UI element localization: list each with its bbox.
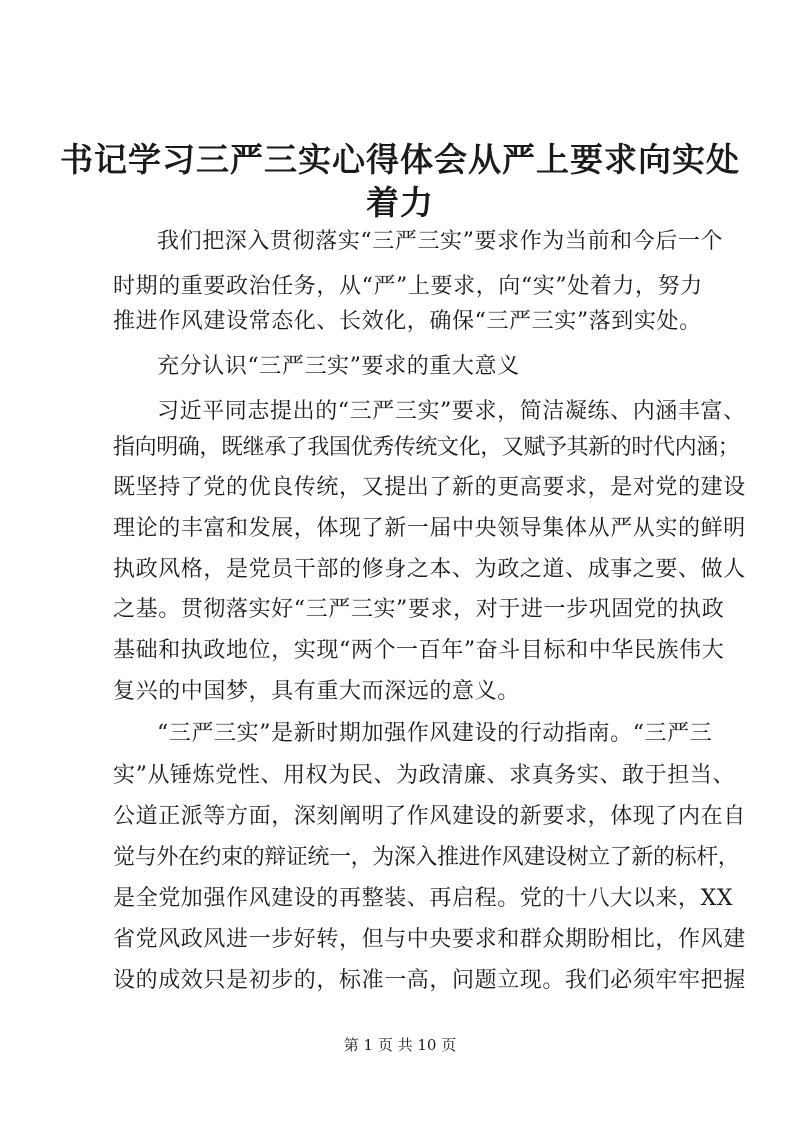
title-line: 着力 [366, 183, 434, 222]
paragraph-line: 实”从锤炼党性、用权为民、为政清廉、求真务实、敢于担当、 [113, 763, 736, 788]
paragraph-line: 基础和执政地位，实现“两个一百年”奋斗目标和中华民族伟大 [113, 638, 725, 663]
paragraph-line: 我们把深入贯彻落实“三严三实”要求作为当前和今后一个 [157, 229, 724, 254]
paragraph-line: 觉与外在约束的辩证统一，为深入推进作风建设树立了新的标杆， [113, 845, 740, 870]
section-heading: 充分认识“三严三实”要求的重大意义 [157, 354, 520, 379]
document-title [0, 138, 800, 224]
paragraph-line: 复兴的中国梦，具有重大而深远的意义。 [113, 679, 520, 704]
paragraph-line: 理论的丰富和发展，体现了新一届中央领导集体从严从实的鲜明 [113, 516, 746, 541]
paragraph-line: 指向明确，既继承了我国优秀传统文化，又赋予其新的时代内涵； [113, 435, 740, 460]
paragraph-line: 既坚持了党的优良传统，又提出了新的更高要求，是对党的建设 [113, 475, 746, 500]
paragraph-line: 设的成效只是初步的，标准一高，问题立现。我们必须牢牢把握 [113, 968, 746, 993]
paragraph-line: 习近平同志提出的“三严三实”要求，简洁凝练、内涵丰富、 [157, 399, 746, 424]
paragraph-line: 执政风格，是党员干部的修身之本、为政之道、成事之要、做人 [113, 557, 746, 582]
paragraph-line: 公道正派等方面，深刻阐明了作风建设的新要求，体现了内在自 [113, 804, 746, 829]
page-number-footer: 第 1 页 共 10 页 [343, 1036, 457, 1054]
paragraph-line: 是全党加强作风建设的再整装、再启程。党的十八大以来，XX [113, 886, 734, 911]
paragraph-line: 推进作风建设常态化、长效化，确保“三严三实”落到实处。 [113, 309, 702, 334]
paragraph-line: “三严三实”是新时期加强作风建设的行动指南。“三严三 [157, 721, 713, 746]
paragraph-line: 之基。贯彻落实好“三严三实”要求，对于进一步巩固党的执政 [113, 597, 725, 622]
paragraph-line: 省党风政风进一步好转，但与中央要求和群众期盼相比，作风建 [113, 927, 746, 952]
paragraph-line: 时期的重要政治任务，从“严”上要求，向“实”处着力，努力 [113, 274, 703, 299]
title-line: 书记学习三严三实心得体会从严上要求向实处 [60, 140, 740, 179]
